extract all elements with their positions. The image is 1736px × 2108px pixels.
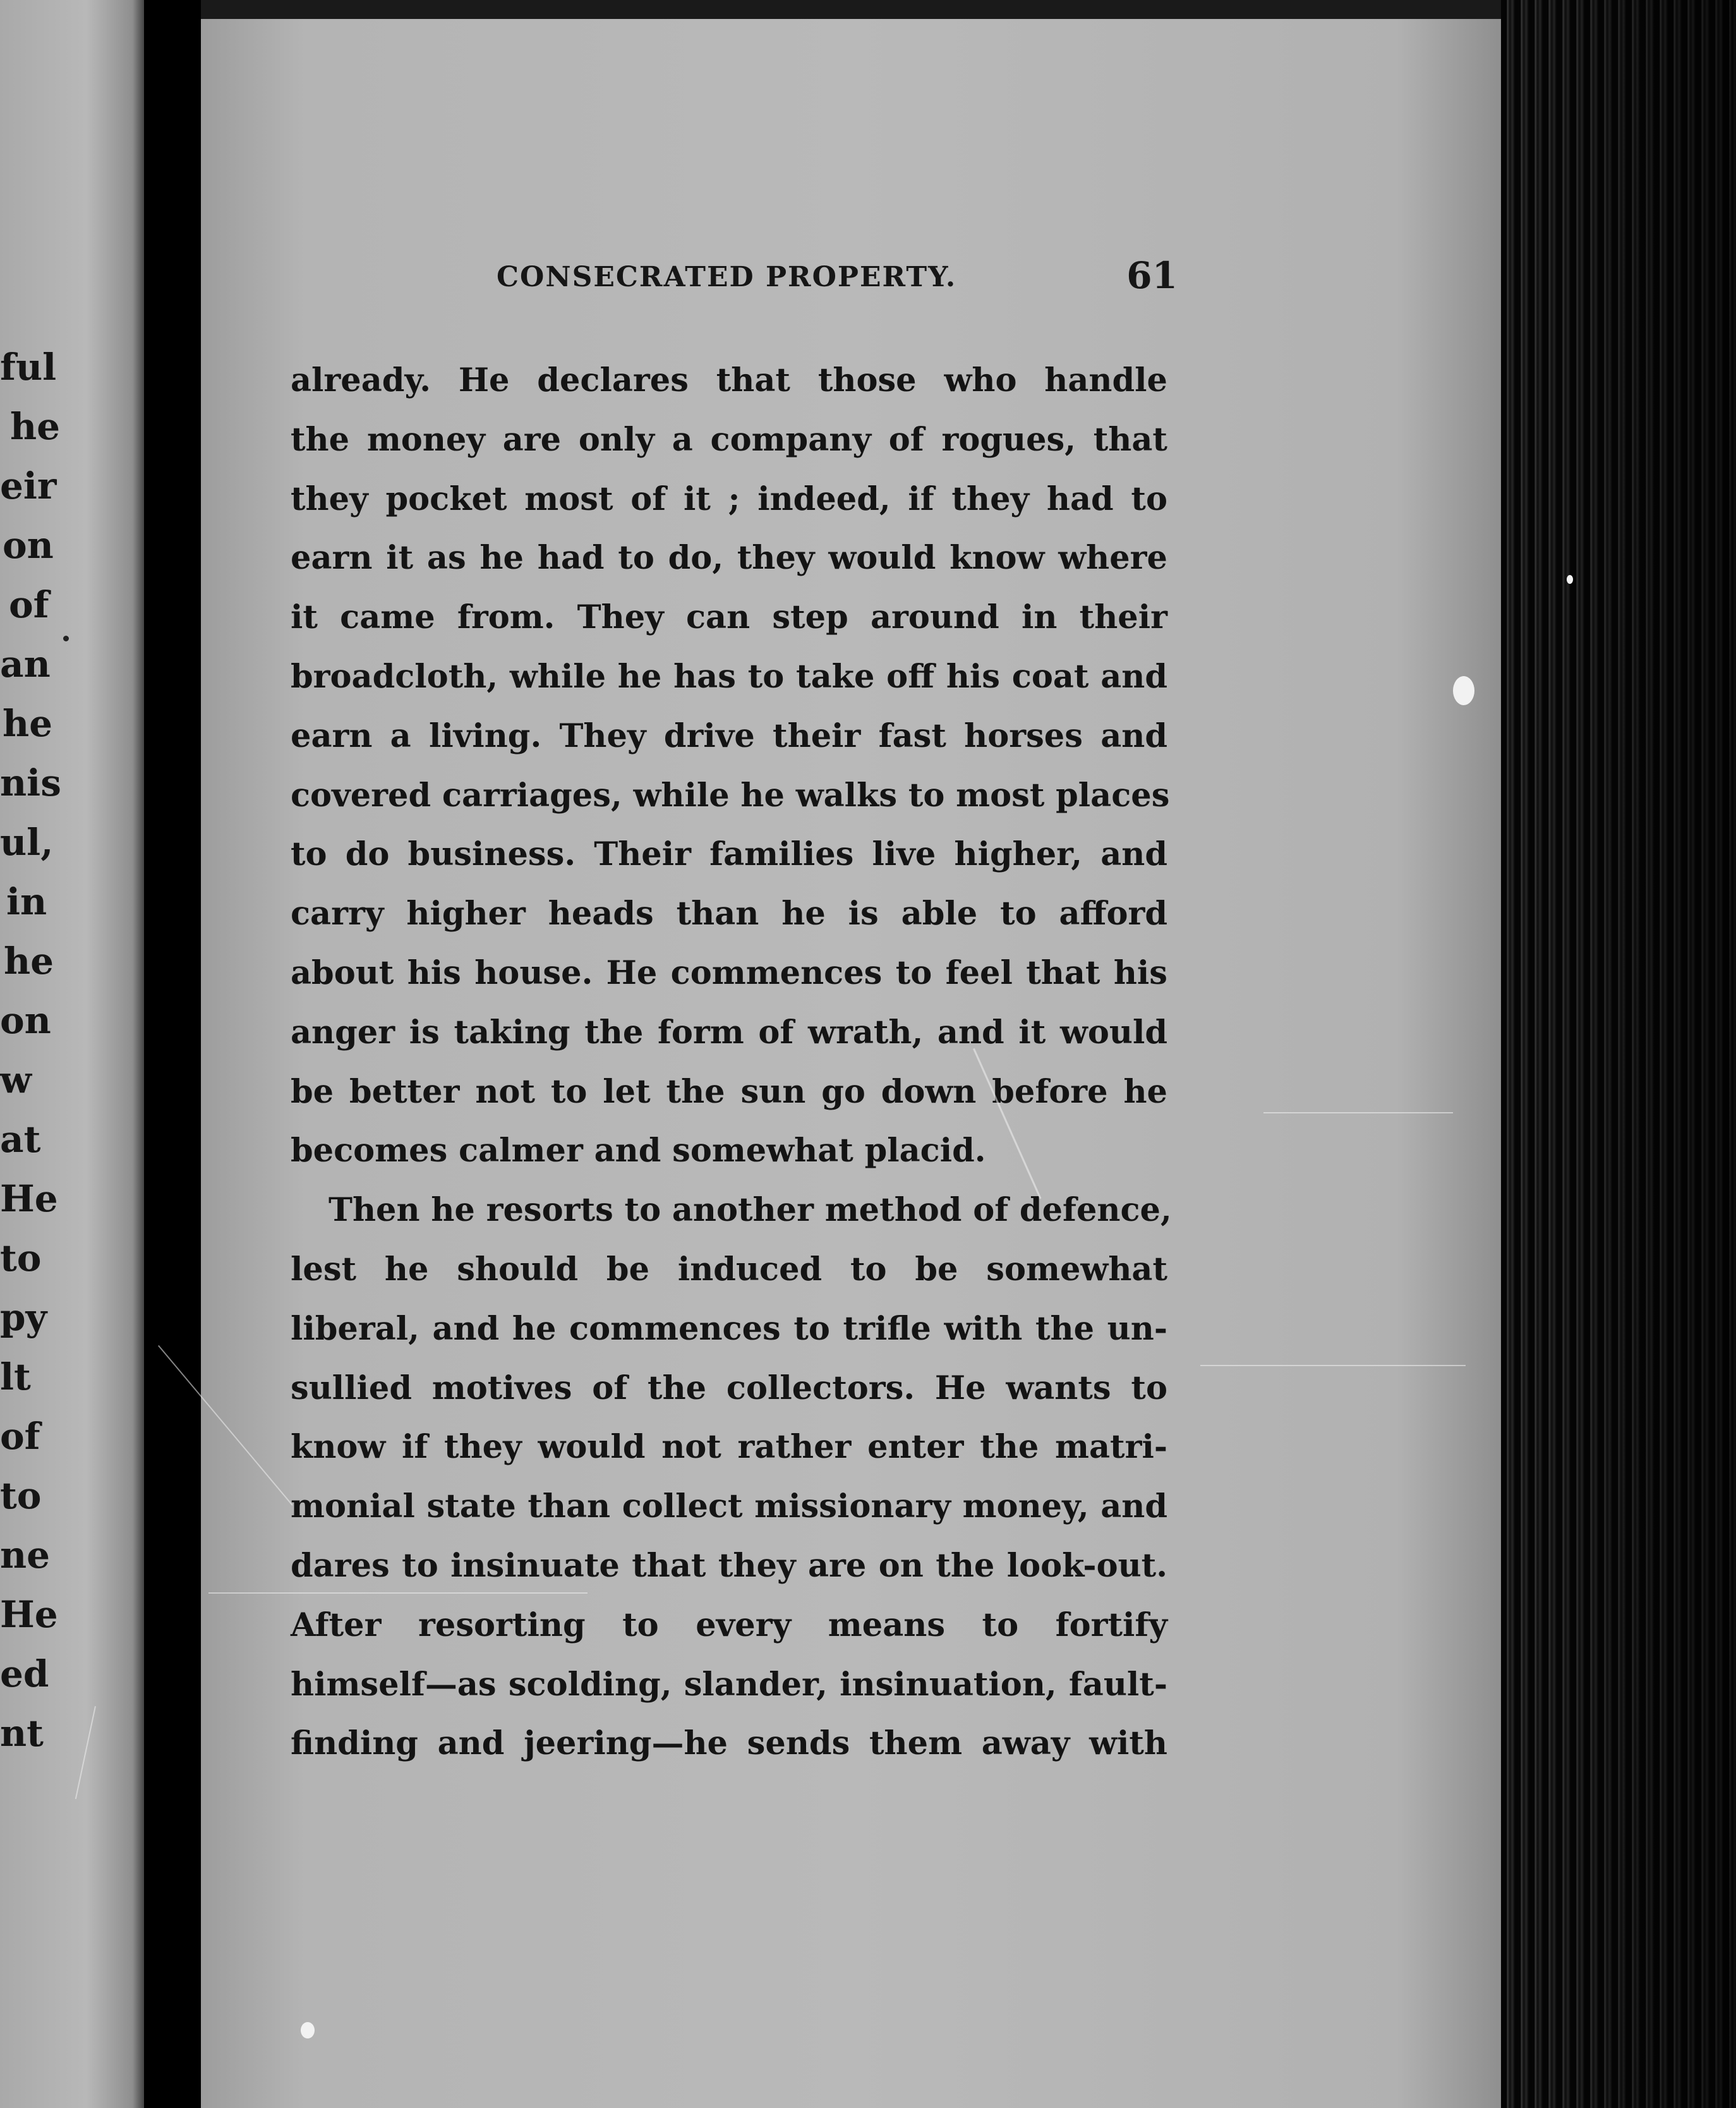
text-line: earn a living. They drive their fast horses and [291,717,1167,755]
scan-scratch [208,1592,588,1594]
body-text [291,351,1172,1774]
left-fragment: ne [0,1534,51,1577]
left-fragment: an [0,643,51,686]
page-number: 61 [1126,254,1178,297]
left-fragment: to [0,1237,42,1280]
text-line: be better not to let the sun go down before he [291,1072,1167,1111]
left-fragment: He [0,1177,58,1220]
left-fragment: w [0,1058,32,1101]
text-line: to do business. Their families live higher, and [291,835,1167,874]
text-line: it came from. They can step around in their [291,598,1167,637]
left-fragment: lt [0,1355,31,1398]
text-line: monial state than collect missionary money, and [291,1487,1167,1526]
left-fragment: he [4,940,54,983]
page-top-edge [201,0,1501,19]
book-gutter [144,0,202,2108]
text-line: liberal, and he commences to trifle with the un- [291,1309,1167,1348]
left-fragment: at [0,1118,41,1161]
left-fragment: ful [0,346,57,389]
running-head: CONSECRATED PROPERTY. [497,261,957,293]
page-stack-shadow [1526,0,1736,2108]
left-fragment: He [0,1593,58,1636]
left-fragment: to [0,1474,42,1517]
scan-scratch [1263,1112,1453,1113]
text-line: about his house. He commences to feel that his [291,954,1167,992]
left-fragment: on [3,524,54,567]
left-fragment: on [0,999,51,1042]
scan-speck [301,2022,315,2038]
text-line: Then he resorts to another method of defence, [329,1191,1172,1230]
left-fragment: he [3,702,53,745]
text-line: lest he should be induced to be somewhat [291,1250,1167,1288]
page-stack-edges [1501,0,1736,2108]
text-line: sullied motives of the collectors. He wants to [291,1369,1167,1407]
left-page-text-fragments [0,0,144,2108]
left-fragment: eir [0,464,57,507]
left-fragment: nis [0,761,61,804]
scan-speck [1567,575,1573,584]
scan-speck [1453,676,1474,705]
text-line: finding and jeering—he sends them away with [291,1724,1167,1763]
text-line: himself—as scolding, slander, insinuation, fault- [291,1665,1167,1704]
text-line: After resorting to every means to fortify [291,1606,1167,1644]
text-line: know if they would not rather enter the matri- [291,1428,1167,1467]
left-fragment: in [6,880,47,923]
left-fragment: ed [0,1652,49,1695]
text-line: anger is taking the form of wrath, and it would [291,1013,1167,1051]
left-fragment: he [10,405,61,448]
text-line: carry higher heads than he is able to afford [291,895,1167,933]
left-fragment: nt [0,1712,44,1755]
left-fragment: of [9,583,49,626]
left-fragment: of [0,1415,40,1458]
text-line: already. He declares that those who handle [291,361,1167,399]
scan-speck [63,636,69,641]
scan-scratch [1200,1365,1466,1366]
text-line: they pocket most of it ; indeed, if they had to [291,480,1167,518]
text-line: covered carriages, while he walks to most places [291,776,1170,815]
text-line: becomes calmer and somewhat placid. [291,1132,986,1170]
text-line: earn it as he had to do, they would know where [291,539,1167,578]
left-fragment: ul, [0,821,54,864]
text-line: broadcloth, while he has to take off his coat and [291,657,1167,696]
text-line: dares to insinuate that they are on the look-out. [291,1546,1167,1585]
text-line: the money are only a company of rogues, that [291,420,1167,459]
left-fragment: py [0,1296,47,1339]
